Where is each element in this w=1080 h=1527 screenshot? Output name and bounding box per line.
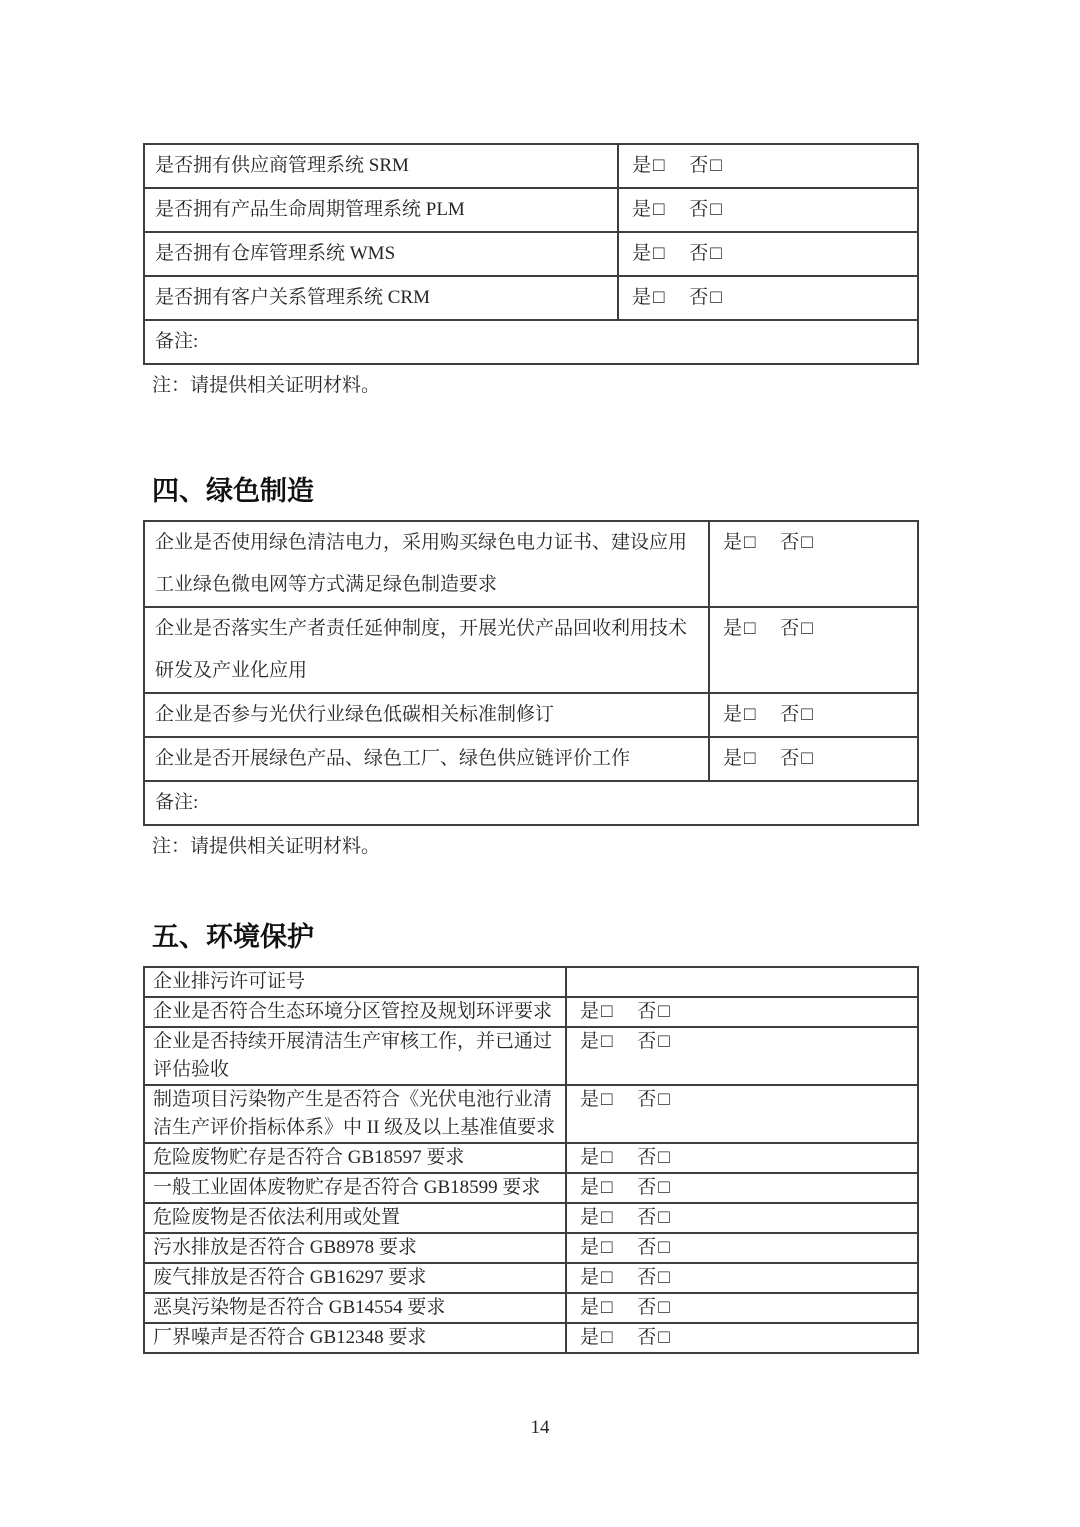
answer-cell [619,277,917,319]
question-cell: 一般工业固体废物贮存是否符合 GB18599 要求 [145,1174,567,1202]
yes-label: 是 [580,1297,600,1318]
table-row [145,1202,917,1232]
yes-label: 是 [632,155,652,176]
no-option [780,738,813,780]
yes-label: 是 [580,1207,600,1228]
answer-cell [567,1174,917,1202]
yes-option [580,1086,613,1114]
table-row [145,996,917,1026]
no-option [689,189,722,231]
no-label: 否 [637,1001,657,1022]
answer-cell [710,608,917,692]
no-label: 否 [637,1267,657,1288]
blank-answer-cell [567,968,917,996]
answer-cell [567,1264,917,1292]
table-row [145,231,917,275]
table-row [145,145,917,187]
no-checkbox[interactable]: □ [658,1207,670,1228]
no-option [637,998,670,1026]
yes-checkbox[interactable]: □ [653,155,665,176]
question-cell: 危险废物贮存是否符合 GB18597 要求 [145,1144,567,1172]
no-option [689,277,722,319]
remark-row [145,780,917,824]
yes-option [580,1234,613,1262]
question-cell: 是否拥有仓库管理系统 WMS [145,233,619,275]
question-cell: 是否拥有供应商管理系统 SRM [145,145,619,187]
yes-option [723,694,756,736]
yes-label: 是 [632,199,652,220]
no-label: 否 [637,1327,657,1348]
yes-checkbox[interactable]: □ [744,532,756,553]
no-option [637,1324,670,1352]
answer-cell [567,1144,917,1172]
remark-row [145,319,917,363]
yes-option [632,145,665,187]
no-label: 否 [780,704,800,725]
no-checkbox[interactable]: □ [658,1297,670,1318]
no-label: 否 [689,155,709,176]
no-option [689,145,722,187]
yes-checkbox[interactable]: □ [601,1147,613,1168]
section-heading: 五、环境保护 [152,922,314,952]
table-row [145,1262,917,1292]
no-checkbox[interactable]: □ [710,199,722,220]
table-row [145,692,917,736]
yes-checkbox[interactable]: □ [653,199,665,220]
answer-cell [710,694,917,736]
no-option [689,233,722,275]
no-option [637,1234,670,1262]
answer-cell [567,998,917,1026]
no-label: 否 [689,287,709,308]
yes-label: 是 [580,1327,600,1348]
question-cell: 厂界噪声是否符合 GB12348 要求 [145,1324,567,1352]
table-row [145,606,917,692]
yes-checkbox[interactable]: □ [601,1031,613,1052]
table-note: 注：请提供相关证明材料。 [152,375,381,396]
yes-option [632,233,665,275]
question-cell: 企业是否参与光伏行业绿色低碳相关标准制修订 [145,694,710,736]
form-section [143,143,919,398]
table-row [145,1142,917,1172]
form-table [143,143,919,365]
no-checkbox[interactable]: □ [658,1177,670,1198]
form-section [143,474,919,859]
question-cell: 危险废物是否依法利用或处置 [145,1204,567,1232]
question-cell: 企业是否使用绿色清洁电力，采用购买绿色电力证书、建设应用工业绿色微电网等方式满足绿色制造要求 [145,522,710,606]
table-row [145,522,917,606]
no-option [780,694,813,736]
no-option [637,1086,670,1114]
page-content [143,143,919,1354]
yes-checkbox[interactable]: □ [653,287,665,308]
no-checkbox[interactable]: □ [658,1031,670,1052]
section-heading: 四、绿色制造 [152,476,314,506]
no-checkbox[interactable]: □ [801,618,813,639]
no-option [637,1028,670,1056]
question-cell: 是否拥有客户关系管理系统 CRM [145,277,619,319]
no-option [780,608,813,650]
yes-label: 是 [580,1237,600,1258]
yes-label: 是 [723,748,743,769]
table-row [145,1322,917,1352]
answer-cell [710,738,917,780]
yes-option [723,608,756,650]
no-checkbox[interactable]: □ [658,1327,670,1348]
question-cell: 废气排放是否符合 GB16297 要求 [145,1264,567,1292]
yes-label: 是 [723,532,743,553]
answer-cell [567,1294,917,1322]
yes-checkbox[interactable]: □ [744,618,756,639]
table-row [145,968,917,996]
yes-option [580,1204,613,1232]
yes-label: 是 [632,243,652,264]
no-checkbox[interactable]: □ [710,287,722,308]
no-checkbox[interactable]: □ [658,1147,670,1168]
table-row [145,1292,917,1322]
yes-option [723,738,756,780]
table-row [145,1026,917,1084]
no-option [637,1294,670,1322]
no-option [637,1264,670,1292]
form-table [143,966,919,1354]
no-option [637,1144,670,1172]
answer-cell [567,1204,917,1232]
yes-option [580,1264,613,1292]
yes-option [580,1144,613,1172]
yes-label: 是 [580,1089,600,1110]
no-label: 否 [780,748,800,769]
no-checkbox[interactable]: □ [658,1001,670,1022]
no-checkbox[interactable]: □ [658,1237,670,1258]
yes-checkbox[interactable]: □ [601,1089,613,1110]
yes-label: 是 [580,1177,600,1198]
yes-label: 是 [723,704,743,725]
yes-checkbox[interactable]: □ [601,1267,613,1288]
remark-cell: 备注: [155,792,199,813]
yes-option [580,1174,613,1202]
no-option [637,1204,670,1232]
answer-cell [710,522,917,606]
no-label: 否 [689,243,709,264]
no-option [637,1174,670,1202]
no-label: 否 [780,618,800,639]
answer-cell [619,145,917,187]
no-label: 否 [637,1031,657,1052]
form-section [143,920,919,1354]
no-checkbox[interactable]: □ [801,704,813,725]
yes-option [632,189,665,231]
yes-checkbox[interactable]: □ [601,1237,613,1258]
answer-cell [619,189,917,231]
yes-label: 是 [580,1267,600,1288]
table-row [145,275,917,319]
no-checkbox[interactable]: □ [658,1267,670,1288]
table-row [145,1084,917,1142]
question-cell: 企业是否落实生产者责任延伸制度，开展光伏产品回收利用技术研发及产业化应用 [145,608,710,692]
no-label: 否 [637,1147,657,1168]
no-label: 否 [780,532,800,553]
no-label: 否 [637,1297,657,1318]
yes-option [723,522,756,564]
no-checkbox[interactable]: □ [710,243,722,264]
yes-label: 是 [580,1031,600,1052]
yes-option [580,1294,613,1322]
no-checkbox[interactable]: □ [710,155,722,176]
yes-label: 是 [580,1147,600,1168]
no-option [780,522,813,564]
page-number: 14 [530,1417,550,1438]
yes-checkbox[interactable]: □ [744,704,756,725]
no-label: 否 [689,199,709,220]
no-label: 否 [637,1089,657,1110]
no-checkbox[interactable]: □ [658,1089,670,1110]
table-note: 注：请提供相关证明材料。 [152,836,381,857]
yes-label: 是 [580,1001,600,1022]
yes-option [580,998,613,1026]
answer-cell [567,1234,917,1262]
answer-cell [619,233,917,275]
yes-checkbox[interactable]: □ [601,1001,613,1022]
yes-checkbox[interactable]: □ [601,1297,613,1318]
answer-cell [567,1324,917,1352]
answer-cell [567,1086,917,1142]
yes-option [580,1324,613,1352]
no-checkbox[interactable]: □ [801,532,813,553]
yes-option [580,1028,613,1056]
yes-label: 是 [632,287,652,308]
question-cell: 恶臭污染物是否符合 GB14554 要求 [145,1294,567,1322]
table-row [145,1172,917,1202]
question-cell: 企业排污许可证号 [145,968,567,996]
yes-option [632,277,665,319]
yes-checkbox[interactable]: □ [653,243,665,264]
remark-cell: 备注: [155,331,199,352]
yes-checkbox[interactable]: □ [744,748,756,769]
question-cell: 企业是否符合生态环境分区管控及规划环评要求 [145,998,567,1026]
question-cell: 制造项目污染物产生是否符合《光伏电池行业清洁生产评价指标体系》中 II 级及以上基准值要求 [145,1086,567,1142]
question-cell: 企业是否开展绿色产品、绿色工厂、绿色供应链评价工作 [145,738,710,780]
form-table [143,520,919,826]
no-checkbox[interactable]: □ [801,748,813,769]
yes-label: 是 [723,618,743,639]
question-cell: 是否拥有产品生命周期管理系统 PLM [145,189,619,231]
table-row [145,1232,917,1262]
question-cell: 企业是否持续开展清洁生产审核工作，并已通过评估验收 [145,1028,567,1084]
table-row [145,187,917,231]
no-label: 否 [637,1237,657,1258]
no-label: 否 [637,1177,657,1198]
yes-checkbox[interactable]: □ [601,1207,613,1228]
question-cell: 污水排放是否符合 GB8978 要求 [145,1234,567,1262]
yes-checkbox[interactable]: □ [601,1327,613,1348]
no-label: 否 [637,1207,657,1228]
answer-cell [567,1028,917,1084]
table-row [145,736,917,780]
yes-checkbox[interactable]: □ [601,1177,613,1198]
